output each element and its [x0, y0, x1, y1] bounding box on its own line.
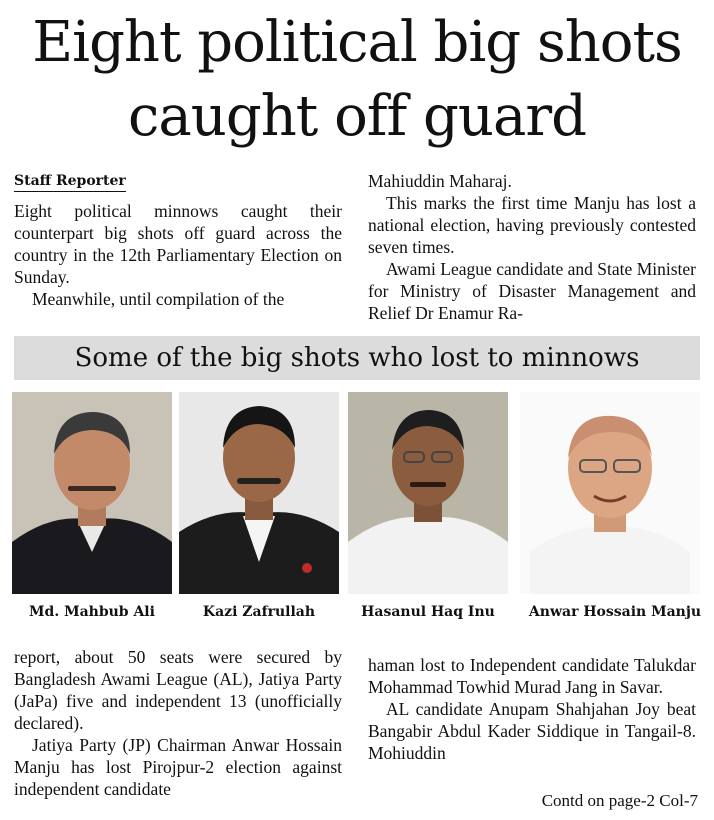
paragraph: Mahiuddin Maharaj.: [368, 171, 512, 191]
paragraph: haman lost to Independent candidate Talukdar Mohammad Towhid Murad Jang in Savar.: [368, 655, 696, 697]
paragraph: Meanwhile, until compilation of the: [32, 289, 285, 309]
byline: Staff Reporter: [14, 171, 126, 192]
photo-caption: Kazi Zafrullah: [202, 604, 316, 620]
photo-caption: Anwar Hossain Manju: [528, 604, 702, 620]
headline-line-2: caught off guard: [128, 84, 586, 149]
article-column-right-bottom: [368, 654, 696, 764]
article-column-left-bottom: [14, 646, 342, 800]
paragraph: Awami League candidate and State Minister for Ministry of Disaster Management and Relief Dr Enamur Ra-: [368, 259, 696, 323]
headline: [0, 6, 714, 154]
photo-anwar-hossain-manju: [520, 392, 700, 594]
photo-banner: Some of the big shots who lost to minnows: [14, 336, 700, 380]
photo-kazi-zafrullah: [179, 392, 339, 594]
article-column-left-top: [14, 168, 342, 310]
photo-caption: Hasanul Haq Inu: [361, 604, 495, 620]
article-column-right-top: [368, 170, 696, 324]
paragraph: Eight political minnows caught their counterpart big shots off guard across the country in the 12th Parliamentary Election on Sunday.: [14, 201, 342, 287]
headline-line-1: Eight political big shots: [32, 10, 682, 75]
photo-mahbub-ali: [12, 392, 172, 594]
photo-hasanul-haq-inu: [348, 392, 508, 594]
paragraph: This marks the first time Manju has lost a national election, having previously contested seven times.: [368, 193, 696, 257]
paragraph: AL candidate Anupam Shahjahan Joy beat Bangabir Abdul Kader Siddique in Tangail-8. Mohiuddin: [368, 699, 696, 763]
paragraph: Jatiya Party (JP) Chairman Anwar Hossain Manju has lost Pirojpur-2 election against independent candidate: [14, 735, 342, 799]
continued-note: Contd on page-2 Col-7: [541, 791, 698, 810]
paragraph: report, about 50 seats were secured by Bangladesh Awami League (AL), Jatiya Party (JaPa) five and independent 13 (unofficially declared).: [14, 647, 342, 733]
photo-caption: Md. Mahbub Ali: [29, 604, 155, 620]
